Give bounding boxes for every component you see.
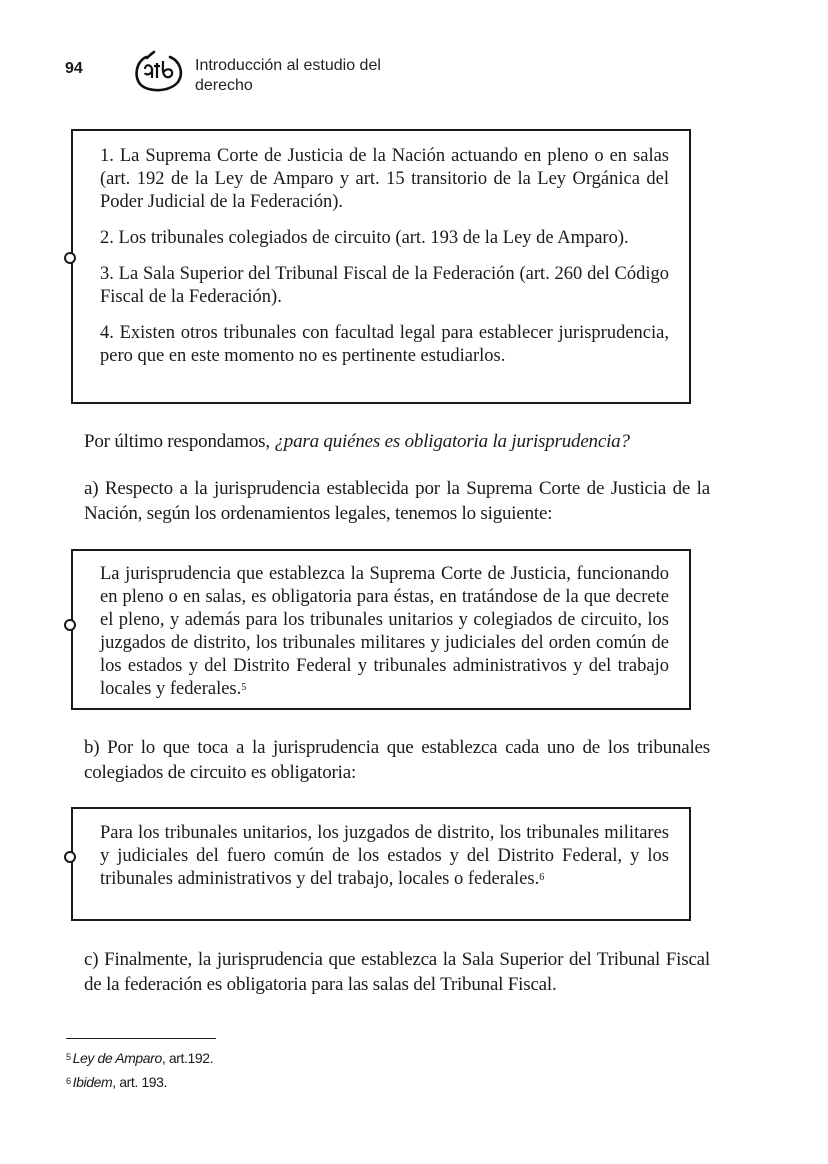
boxed-quote-supreme-court	[71, 549, 691, 710]
page-number: 94	[65, 60, 83, 77]
circle-marker-icon	[64, 619, 76, 631]
running-title-line2: derecho	[195, 77, 253, 94]
list-item: 4. Existen otros tribunales con facultad legal para establecer jurisprudencia, pero que en este momento no es pertinente estudiarlos.	[100, 323, 669, 366]
question-paragraph	[84, 429, 710, 454]
question-italic: ¿para quiénes es obligatoria la jurisprudencia?	[274, 431, 630, 452]
paragraph-c: c) Finalmente, la jurisprudencia que establezca la Sala Superior del Tribunal Fiscal de la federación es obligatoria para las salas del Tribunal Fiscal.	[84, 949, 710, 995]
footnote-number: 5	[66, 1052, 71, 1062]
footnote-ref-5: 5	[241, 682, 247, 693]
list-item: 3. La Sala Superior del Tribunal Fiscal de la Federación (art. 260 del Código Fiscal de la Federación).	[100, 264, 669, 307]
list-item: 2. Los tribunales colegiados de circuito (art. 193 de la Ley de Amparo).	[100, 228, 629, 248]
footnote-6	[66, 1073, 167, 1091]
footnote-source: Ley de Amparo	[72, 1050, 162, 1066]
footnote-rest: , art. 193.	[112, 1074, 167, 1090]
boxed-list-jurisprudence-issuers	[71, 129, 691, 404]
quote-text	[100, 563, 669, 701]
running-title	[195, 56, 381, 96]
question-lead: Por último respondamos,	[84, 431, 275, 452]
list-item: 1. La Suprema Corte de Justicia de la Nación actuando en pleno o en salas (art. 192 de la Ley de Amparo y art. 15 transitorio de la Ley Orgánica del Poder Judicial de la Federación).	[100, 146, 669, 212]
quote-body: Para los tribunales unitarios, los juzgados de distrito, los tribunales militares y judiciales del fuero común de los estados y del Distrito Federal, y los tribunales administrativos y del trabajo, locales o federales.	[100, 823, 669, 889]
footnote-source: Ibidem	[72, 1074, 113, 1090]
quote-body: La jurisprudencia que establezca la Suprema Corte de Justicia, funcionando en pleno o en salas, es obligatoria para éstas, en tratándose de la que decrete el pleno, y además para los tribunales unitarios y colegiados de circuito, los juzgados de distrito, los tribunales militares y judiciales del orden común de los estados y del Distrito Federal y tribunales administrativos y del trabajo locales y federales.	[100, 564, 669, 699]
footnote-ref-6: 6	[539, 872, 545, 883]
quote-text	[100, 822, 669, 891]
footnote-5	[66, 1049, 213, 1067]
paragraph-a: a) Respecto a la jurisprudencia establecida por la Suprema Corte de Justicia de la Nación, según los ordenamientos legales, tenemos lo siguiente:	[84, 478, 710, 524]
boxed-quote-circuit-courts	[71, 807, 691, 921]
paragraph-b: b) Por lo que toca a la jurisprudencia que establezca cada uno de los tribunales colegiados de circuito es obligatoria:	[84, 737, 710, 783]
dt-monogram-logo-icon	[132, 48, 184, 94]
circle-marker-icon	[64, 851, 76, 863]
running-title-line1: Introducción al estudio del	[195, 57, 381, 74]
footnote-number: 6	[66, 1076, 71, 1086]
footnote-divider	[66, 1038, 216, 1039]
circle-marker-icon	[64, 252, 76, 264]
footnote-rest: , art.192.	[161, 1050, 214, 1066]
